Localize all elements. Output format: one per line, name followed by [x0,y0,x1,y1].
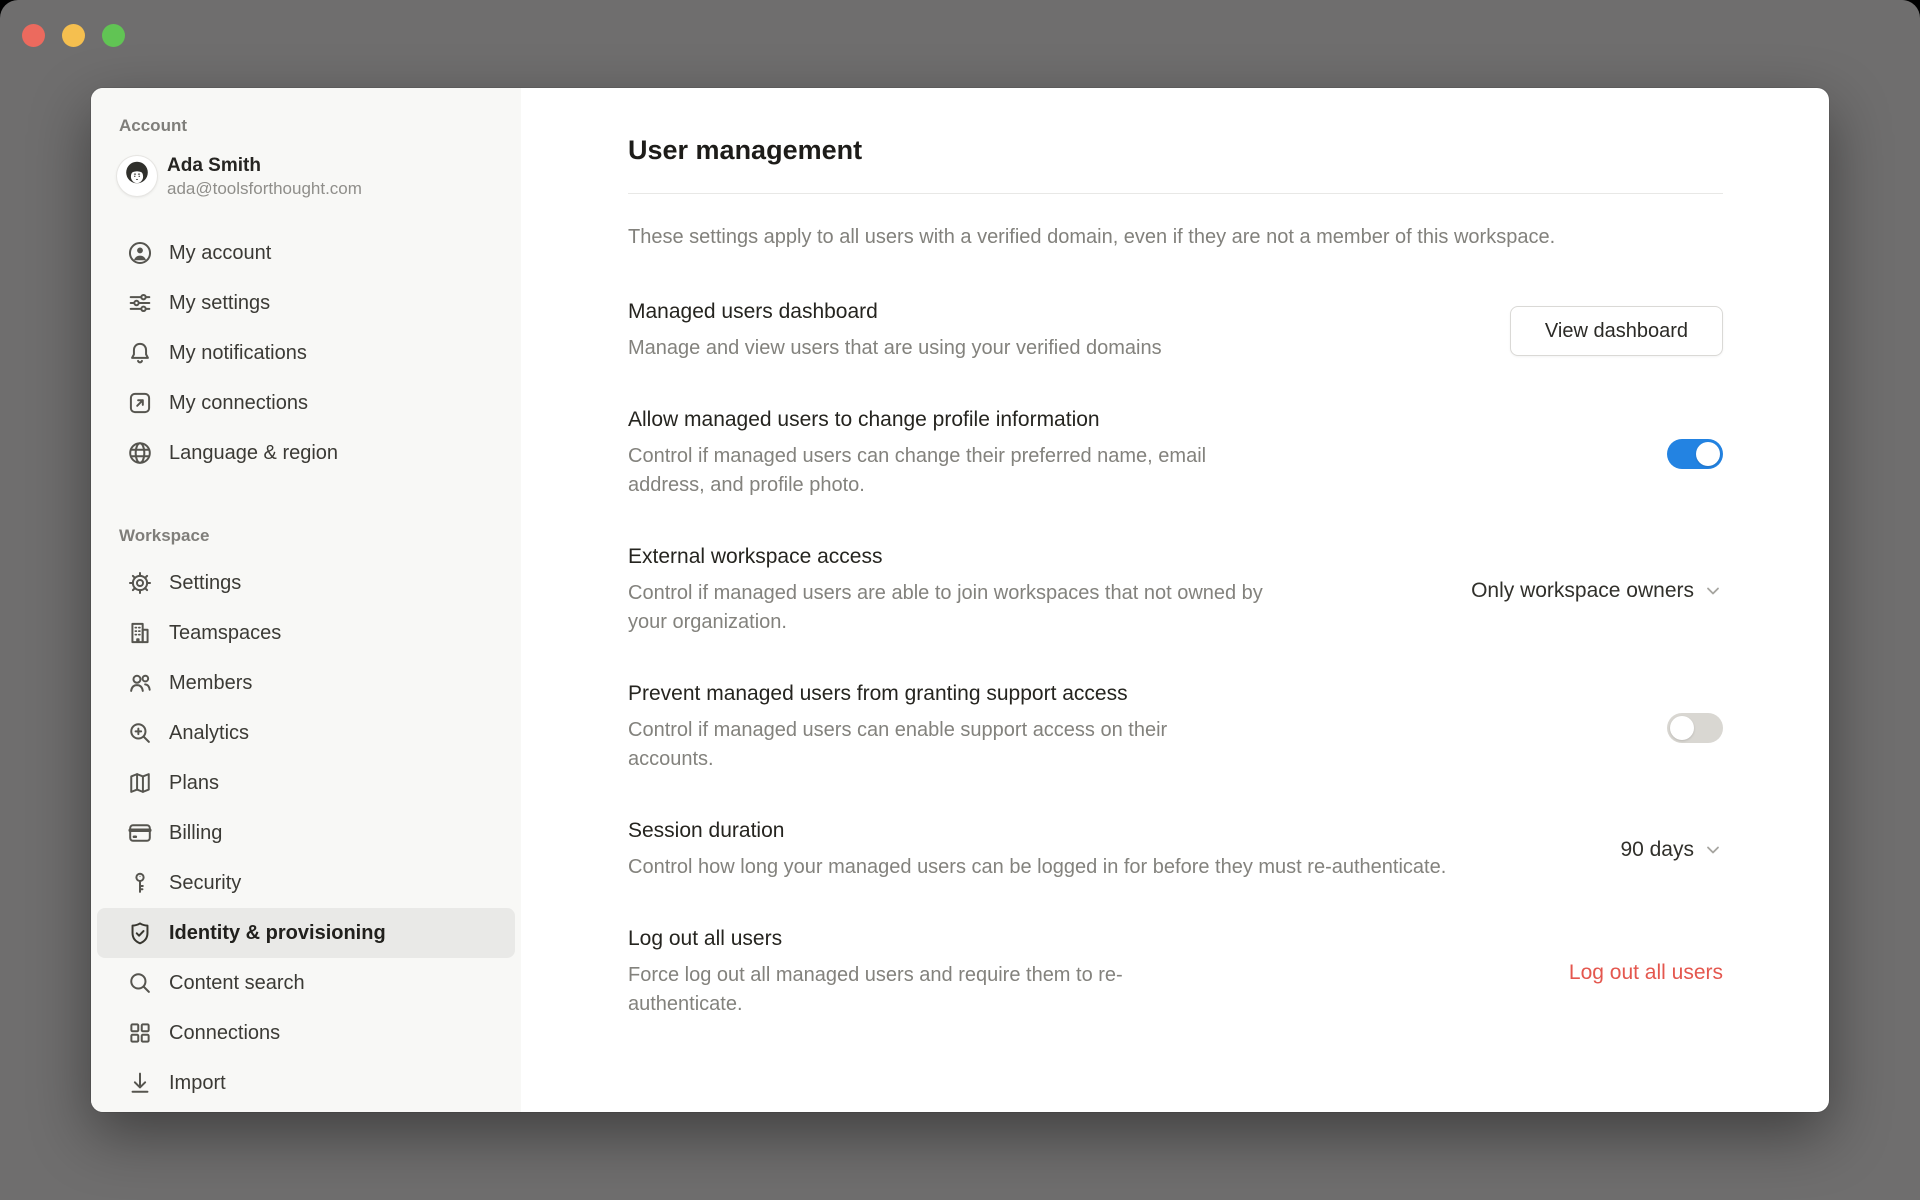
row-title: Prevent managed users from granting support access [628,682,1128,705]
sidebar-item-label: Identity & provisioning [169,921,386,944]
row-title: Managed users dashboard [628,300,878,323]
close-button[interactable] [22,24,45,47]
sidebar-item-my-account[interactable] [97,228,515,278]
row-description: Force log out all managed users and require them to re-authenticate. [628,964,1123,1015]
import-icon [126,1069,154,1097]
sliders-icon [126,289,154,317]
row-text [628,681,1248,774]
row-title: Session duration [628,819,785,842]
sidebar-item-label: Teamspaces [169,621,282,644]
bell-icon [126,339,154,367]
user-name: Ada Smith [167,154,261,176]
session-duration-dropdown[interactable] [1620,838,1723,862]
sidebar-item-my-notifications[interactable] [97,328,515,378]
people-icon [126,669,154,697]
page-title: User management [628,135,863,165]
settings-row-session-duration [628,818,1723,882]
settings-dialog [91,88,1829,1112]
settings-sidebar [91,88,521,1112]
key-icon [126,869,154,897]
row-text [628,407,1248,500]
sidebar-item-label: Language & region [169,441,339,464]
settings-row-external-workspace-access [628,544,1723,637]
sidebar-item-label: Content search [169,971,305,994]
sidebar-item-members[interactable] [97,658,515,708]
sidebar-item-label: My settings [169,291,271,314]
row-text [628,818,1446,882]
row-description: Manage and view users that are using your verified domains [628,337,1162,359]
building-icon [126,619,154,647]
sidebar-item-label: My notifications [169,341,307,364]
magnifier-icon [126,969,154,997]
user-email: ada@toolsforthought.com [167,178,362,198]
person-circle-icon [126,239,154,267]
shield-check-icon [126,919,154,947]
dropdown-value: Only workspace owners [1471,578,1694,602]
row-control [1667,713,1723,743]
account-section-label: Account [119,116,187,135]
credit-card-icon [126,819,154,847]
row-title: External workspace access [628,545,883,568]
globe-icon [126,439,154,467]
sidebar-item-security[interactable] [97,858,515,908]
row-description: Control how long your managed users can be logged in for before they must re-authenticate. [628,856,1447,878]
sidebar-item-plans[interactable] [97,758,515,808]
settings-row-managed-users-dashboard [628,299,1723,363]
settings-row-prevent-managed-users-from-granting-support-access [628,681,1723,774]
sidebar-item-label: Connections [169,1021,281,1044]
sidebar-item-settings[interactable] [97,558,515,608]
sidebar-item-analytics[interactable] [97,708,515,758]
sidebar-item-label: Members [169,671,253,694]
row-description: Control if managed users can change their preferred name, email address, and profile photo. [628,445,1207,496]
title-divider [628,193,1723,194]
row-text [628,299,1162,363]
sidebar-item-label: Plans [169,771,220,794]
sidebar-item-identity-provisioning[interactable] [97,908,515,958]
sidebar-item-label: My connections [169,391,308,414]
sidebar-item-label: Billing [169,821,223,844]
sidebar-item-connections[interactable] [97,1008,515,1058]
sidebar-item-label: Settings [169,571,242,594]
sidebar-item-teamspaces[interactable] [97,608,515,658]
minimize-button[interactable] [62,24,85,47]
arrow-up-right-square-icon [126,389,154,417]
settings-content [521,88,1829,1112]
sidebar-item-billing[interactable] [97,808,515,858]
row-control [1667,439,1723,469]
view-dashboard-button[interactable]: View dashboard [1510,306,1723,356]
sidebar-item-import[interactable] [97,1058,515,1108]
sidebar-item-my-settings[interactable] [97,278,515,328]
row-text [628,544,1268,637]
row-control [1620,838,1723,862]
toggle-knob [1696,442,1720,466]
row-control [1569,961,1723,985]
sidebar-user[interactable] [91,150,521,202]
row-control [1510,306,1723,356]
sidebar-item-language-region[interactable] [97,428,515,478]
intro-text: These settings apply to all users with a verified domain, even if they are not a member of this workspace. [628,226,1556,248]
sidebar-item-label: Import [169,1071,226,1094]
sidebar-item-my-connections[interactable] [97,378,515,428]
row-description: Control if managed users are able to join workspaces that not owned by your organization. [628,582,1263,633]
settings-row-log-out-all-users [628,926,1723,1019]
grid-icon [126,1019,154,1047]
sidebar-item-label: Analytics [169,721,250,744]
magnifier-plus-icon [126,719,154,747]
row-title: Log out all users [628,927,783,950]
sidebar-item-label: My account [169,241,272,264]
external-workspace-access-dropdown[interactable] [1471,579,1723,603]
dropdown-value: 90 days [1620,838,1694,861]
chevron-down-icon [1703,840,1723,860]
sidebar-item-label: Security [169,871,242,894]
window-controls [22,24,125,47]
row-description: Control if managed users can enable support access on their accounts. [628,719,1168,770]
row-control [1471,579,1723,603]
zoom-button[interactable] [102,24,125,47]
chevron-down-icon [1703,581,1723,601]
gear-icon [126,569,154,597]
prevent-managed-users-from-granting-support-access-toggle[interactable] [1667,713,1723,743]
row-title: Allow managed users to change profile information [628,408,1100,431]
settings-row-allow-managed-users-to-change-profile-information [628,407,1723,500]
workspace-section-label: Workspace [119,526,210,545]
map-icon [126,769,154,797]
log-out-all-users-link[interactable]: Log out all users [1568,960,1723,984]
row-text [628,926,1228,1019]
allow-managed-users-to-change-profile-information-toggle[interactable] [1667,439,1723,469]
sidebar-item-content-search[interactable] [97,958,515,1008]
avatar [117,156,157,196]
toggle-knob [1670,716,1694,740]
